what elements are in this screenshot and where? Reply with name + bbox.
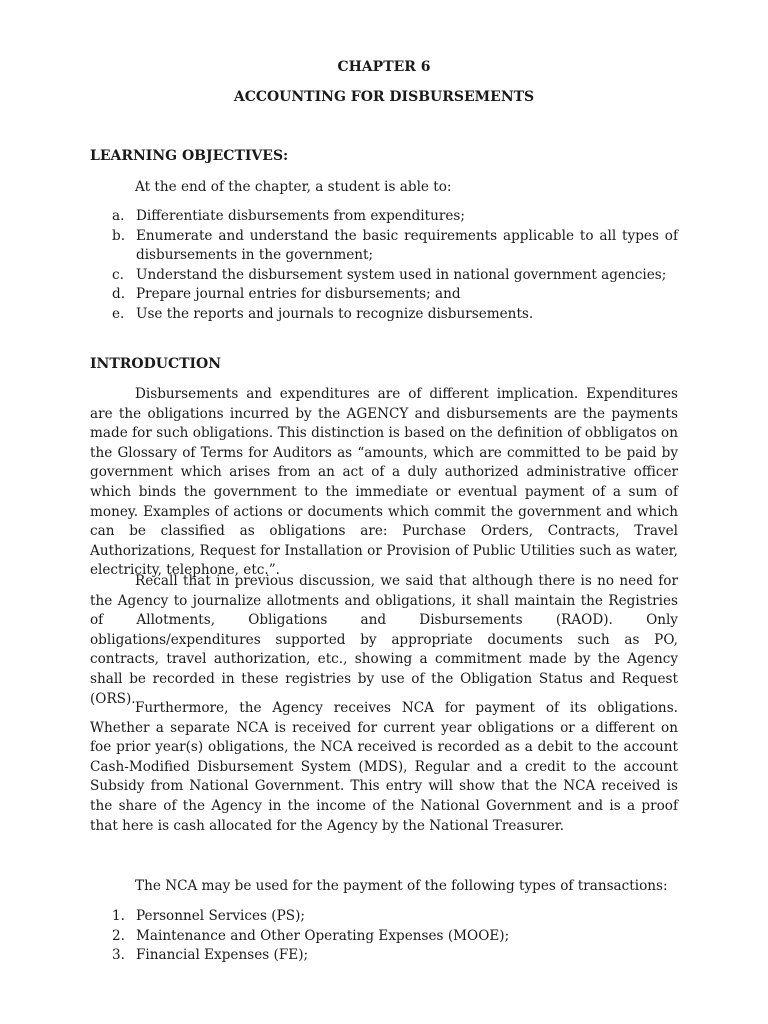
transaction-types-list [90, 907, 678, 966]
list-marker: a. [112, 208, 125, 224]
list-item-text: Differentiate disbursements from expenditures; [136, 208, 465, 224]
list-item [90, 305, 678, 325]
list-item [90, 907, 678, 927]
list-item-text: Financial Expenses (FE); [136, 947, 309, 964]
list-item [90, 927, 678, 947]
introduction-paragraph-4: The NCA may be used for the payment of the following types of transactions: [135, 878, 668, 894]
list-item [90, 266, 678, 286]
list-marker: e. [112, 305, 125, 322]
list-item-text: Understand the disbursement system used in national government agencies; [136, 266, 667, 283]
list-marker: 3. [112, 947, 125, 964]
chapter-number: CHAPTER 6 [337, 59, 431, 75]
list-item [90, 227, 678, 266]
introduction-paragraph-1: Disbursements and expenditures are of different implication. Expenditures are the obligations incurred by the AGENCY and disbursements are the payments made for such obligations. This distinction is based on the definition of obbligatos on the Glossary of Terms for Auditors as “amounts, which are committed to be paid by government which arises from an act of a duly authorized administrative officer which binds the government to the immediate or eventual payment of a sum of money. Examples of actions or documents which commit the government and which can be classified as obligations are: Purchase Orders, Contracts, Travel Authorizations, Request for Installation or Provision of Public Utilities such as water, electricity, telephone, etc.”. [90, 386, 678, 579]
list-item [90, 285, 678, 305]
introduction-paragraph-2: Recall that in previous discussion, we said that although there is no need for the Agency to journalize allotments and obligations, it shall maintain the Registries of Allotments, Obligations and Disbursements (RAOD). Only obligations/expenditures supported by appropriate documents such as PO, contracts, travel authorization, etc., showing a commitment made by the Agency shall be recorded in these registries by use of the Obligation Status and Request (ORS). [90, 573, 678, 707]
list-item [90, 946, 678, 966]
list-marker: d. [112, 286, 126, 303]
list-item-text: Prepare journal entries for disbursements; and [136, 286, 461, 303]
list-item-text: Enumerate and understand the basic requirements applicable to all types of disbursements in the government; [136, 227, 678, 264]
list-marker: 2. [112, 927, 125, 944]
learning-objectives-list [90, 207, 678, 325]
list-item-text: Use the reports and journals to recognize disbursements. [136, 305, 534, 322]
list-item [90, 207, 678, 227]
list-item-text: Maintenance and Other Operating Expenses (MOOE); [136, 927, 510, 944]
list-marker: 1. [112, 908, 125, 924]
list-item-text: Personnel Services (PS); [136, 908, 305, 924]
list-marker: b. [112, 227, 126, 244]
introduction-heading: INTRODUCTION [90, 356, 222, 372]
list-marker: c. [112, 266, 124, 283]
learning-objectives-intro: At the end of the chapter, a student is able to: [135, 179, 452, 195]
introduction-paragraph-3: Furthermore, the Agency receives NCA for payment of its obligations. Whether a separate NCA is received for current year obligations or a different on foe prior year(s) obligations, the NCA received is recorded as a debit to the account Cash-Modified Disbursement System (MDS), Regular and a credit to the account Subsidy from National Government. This entry will show that the NCA received is the share of the Agency in the income of the National Government and is a proof that here is cash allocated for the Agency by the National Treasurer. [90, 700, 678, 834]
chapter-title: ACCOUNTING FOR DISBURSEMENTS [233, 89, 535, 105]
learning-objectives-heading: LEARNING OBJECTIVES: [90, 148, 289, 164]
